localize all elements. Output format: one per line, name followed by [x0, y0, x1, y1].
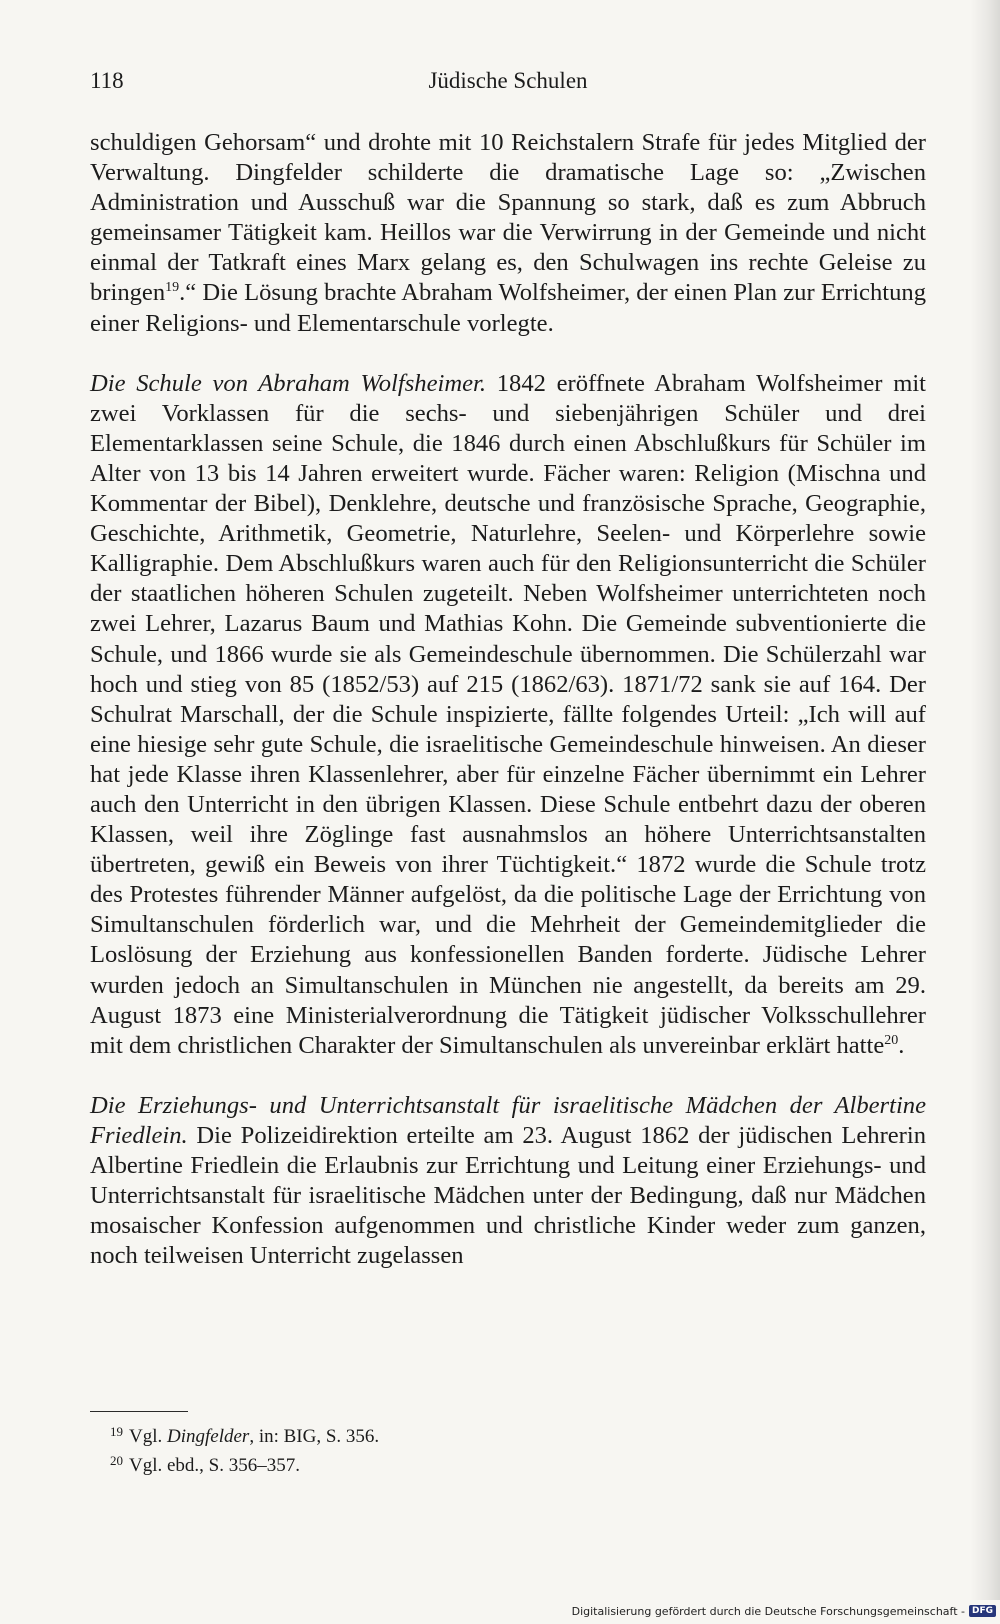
footnote-number: 19: [110, 1424, 123, 1439]
paragraph-3: [90, 1091, 926, 1272]
credit-text: Digitalisierung gefördert durch die Deutsche Forschungsgemeinschaft -: [571, 1604, 965, 1618]
footnote-prefix: Vgl.: [129, 1426, 167, 1447]
section-heading-friedlein: Die Erziehungs- und Unterrichtsanstalt für israelitische Mädchen der Albertine Friedlein.: [90, 1091, 926, 1149]
body-text: [90, 128, 926, 1271]
footnote-ref-20: 20: [884, 1032, 899, 1048]
dfg-logo: DFG: [969, 1605, 996, 1617]
footnote-separator: [90, 1411, 188, 1412]
scan-page-edge-shadow: [970, 0, 1000, 1600]
paragraph-2: [90, 369, 926, 1061]
digitization-credit: [572, 1602, 996, 1620]
footnote-prefix: Vgl. ebd., S. 356–357.: [129, 1455, 300, 1476]
footnote-19: [110, 1420, 910, 1449]
footnote-rest: , in: BIG, S. 356.: [249, 1426, 380, 1447]
page-number: 118: [90, 68, 124, 93]
running-head: Jüdische Schulen: [428, 68, 588, 93]
footnote-20: [110, 1449, 910, 1478]
paragraph-1-text-after: .“ Die Lösung brachte Abraham Wolfsheimer, der einen Plan zur Errichtung einer Religions- und Elementarschule vorlegte.: [90, 279, 926, 337]
footnote-ref-19: 19: [165, 280, 180, 296]
page-header: [90, 68, 926, 102]
paragraph-3-text: Die Polizeidirektion erteilte am 23. August 1862 der jüdischen Lehrerin Albertine Friedlein die Erlaubnis zur Errichtung und Leitung einer Erziehungs- und Unterrichtsanstalt für israelitische Mädchen unter der Bedingung, daß nur Mädchen mosaischer Konfession aufgenommen und christliche Kinder weder zum ganzen, noch teilweisen Unterricht zugelassen: [90, 1121, 926, 1270]
paragraph-1-text: schuldigen Gehorsam“ und drohte mit 10 Reichstalern Strafe für jedes Mitglied der Verwaltung. Dingfelder schilderte die dramatische Lage so: „Zwischen Administration und Ausschuß war die Spannung so stark, daß es zum Abbruch gemeinsamer Tätigkeit kam. Heillos war die Verwirrung in der Gemeinde und nicht einmal der Tatkraft eines Marx gelang es, den Schulwagen ins rechte Geleise zu bringen: [90, 129, 926, 307]
paragraph-1: [90, 128, 926, 339]
footnote-author: Dingfelder: [167, 1426, 250, 1447]
paragraph-2-text: 1842 eröffnete Abraham Wolfsheimer mit zwei Vorklassen für die sechs- und siebenjährigen Schüler und drei Elementarklassen seine Schule, die 1846 durch einen Abschlußkurs für Schüler im Alter von 13 bis 14 Jahren erweitert wurde. Fächer waren: Religion (Mischna und Kommentar der Bibel), Denklehre, deutsche und französische Sprache, Geographie, Geschichte, Arithmetik, Geometrie, Naturlehre, Seelen- und Körperlehre sowie Kalligraphie. Dem Abschlußkurs waren auch für den Religionsunterricht die Schüler der staatlichen höheren Schulen zugeteilt. Neben Wolfsheimer unterrichteten noch zwei Lehrer, Lazarus Baum und Mathias Kohn. Die Gemeinde subventionierte die Schule, und 1866 wurde sie als Gemeindeschule übernommen. Die Schülerzahl war hoch und stieg von 85 (1852/53) auf 215 (1862/63). 1871/72 sank sie auf 164. Der Schulrat Marschall, der die Schule inspizierte, fällte folgendes Urteil: „Ich will auf eine hiesige sehr gute Schule, die israelitische Gemeindeschule hinweisen. An dieser hat jede Klasse ihren Klassenlehrer, aber für einzelne Fächer übernimmt ein Lehrer auch den Unterricht in den übrigen Klassen. Diese Schule entbehrt dazu der oberen Klassen, weil ihre Zöglinge fast ausnahmslos an höhere Unterrichtsanstalten übertreten, gewiß ein Beweis von ihrer Tüchtigkeit.“ 1872 wurde die Schule trotz des Protestes führender Männer aufgelöst, da die politische Lage der Errichtung von Simultanschulen förderlich war, und die Mehrheit der Gemeindemitglieder die Loslösung der Erziehung aus konfessionellen Banden forderte. Jüdische Lehrer wurden jedoch an Simultanschulen in München nie angestellt, da bereits am 29. August 1873 eine Ministerialverordnung die Tätigkeit jüdischer Volksschullehrer mit dem christlichen Charakter der Simultanschulen als unvereinbar erklärt hatte: [90, 369, 926, 1059]
footnotes: [110, 1420, 910, 1478]
paragraph-2-text-after: .: [898, 1031, 905, 1059]
section-heading-wolfsheimer: Die Schule von Abraham Wolfsheimer.: [90, 369, 487, 397]
footnote-number: 20: [110, 1453, 123, 1468]
